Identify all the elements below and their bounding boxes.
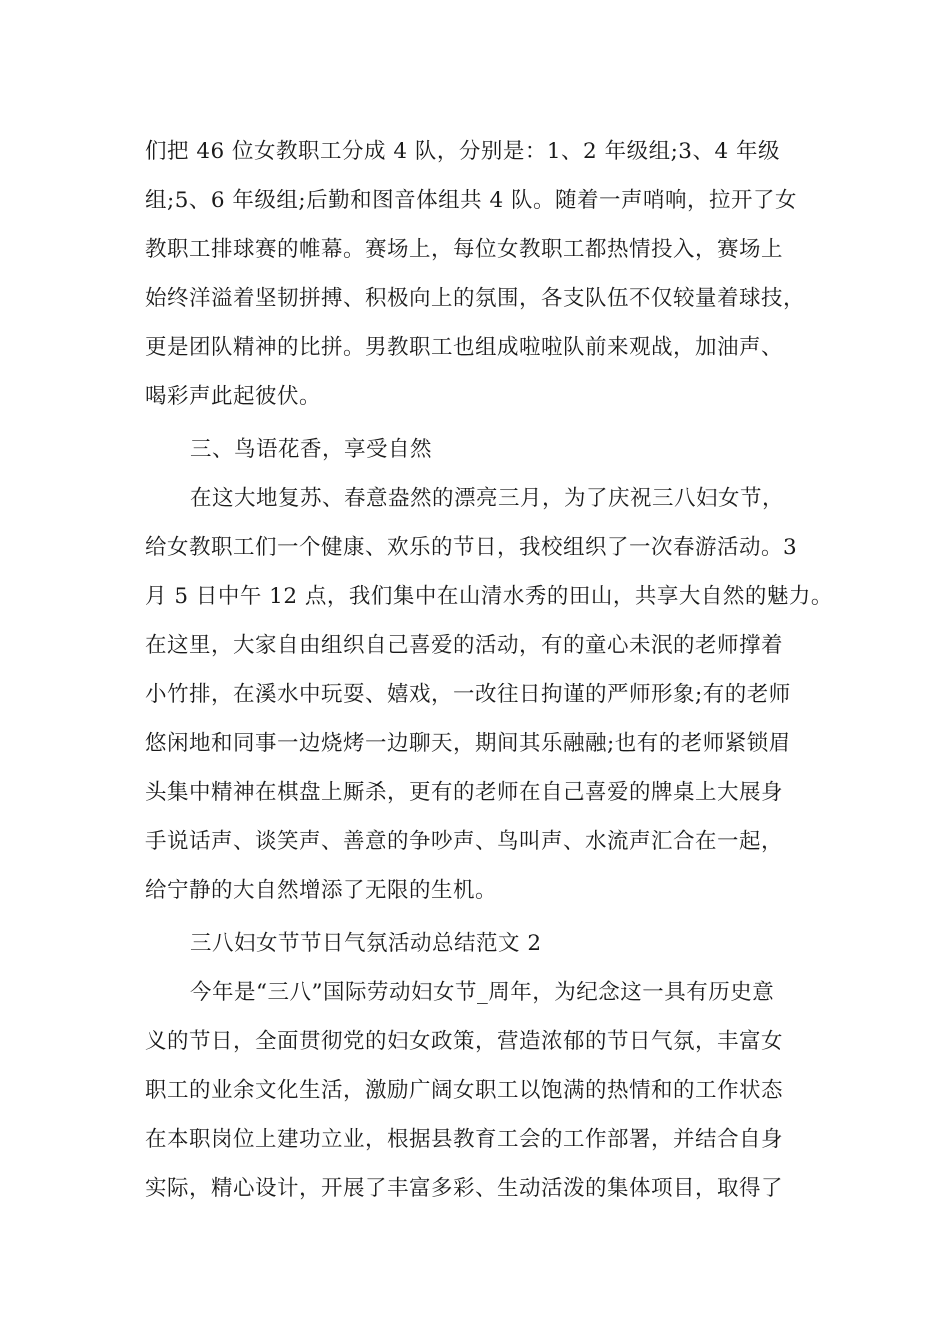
paragraph-line: 在这里，大家自由组织自己喜爱的活动，有的童心未泯的老师撑着: [145, 633, 784, 658]
paragraph-line: 始终洋溢着坚韧拼搏、积极向上的氛围，各支队伍不仅较量着球技，: [145, 286, 806, 311]
paragraph-line: 更是团队精神的比拼。男教职工也组成啦啦队前来观战，加油声、: [145, 335, 784, 360]
paragraph-line: 在本职岗位上建功立业，根据县教育工会的工作部署，并结合自身: [145, 1127, 784, 1152]
paragraph-line: 头集中精神在棋盘上厮杀，更有的老师在自己喜爱的牌桌上大展身: [145, 780, 784, 805]
paragraph-line: 给宁静的大自然增添了无限的生机。: [145, 878, 498, 903]
paragraph-line: 喝彩声此起彼伏。: [145, 384, 322, 409]
paragraph-line: 教职工排球赛的帷幕。赛场上，每位女教职工都热情投入，赛场上: [145, 237, 784, 262]
paragraph-line: 们把 46 位女教职工分成 4 队，分别是：1、2 年级组;3、4 年级: [145, 139, 781, 164]
paragraph-line: 今年是“三八”国际劳动妇女节_周年，为纪念这一具有历史意: [190, 980, 775, 1005]
paragraph-line: 义的节日，全面贯彻党的妇女政策，营造浓郁的节日气氛，丰富女: [145, 1029, 784, 1054]
paragraph-line: 组;5、6 年级组;后勤和图音体组共 4 队。随着一声哨响，拉开了女: [145, 188, 798, 213]
paragraph-line: 手说话声、谈笑声、善意的争吵声、鸟叫声、水流声汇合在一起，: [145, 829, 784, 854]
paragraph-line: 给女教职工们一个健康、欢乐的节日，我校组织了一次春游活动。3: [145, 535, 798, 560]
paragraph-line: 职工的业余文化生活，激励广阔女职工以饱满的热情和的工作状态: [145, 1078, 784, 1103]
paragraph-line: 在这大地复苏、春意盎然的漂亮三月，为了庆祝三八妇女节，: [190, 486, 785, 511]
paragraph-line: 小竹排，在溪水中玩耍、嬉戏，一改往日拘谨的严师形象;有的老师: [145, 682, 791, 707]
paragraph-line: 月 5 日中午 12 点，我们集中在山清水秀的田山，共享大自然的魅力。: [145, 584, 833, 609]
section-heading: 三、鸟语花香，享受自然: [190, 437, 433, 462]
paragraph-line: 悠闲地和同事一边烧烤一边聊天，期间其乐融融;也有的老师紧锁眉: [145, 731, 791, 756]
paragraph-line: 实际，精心设计，开展了丰富多彩、生动活泼的集体项目，取得了: [145, 1176, 784, 1201]
section-heading: 三八妇女节节日气氛活动总结范文 2: [190, 931, 542, 956]
